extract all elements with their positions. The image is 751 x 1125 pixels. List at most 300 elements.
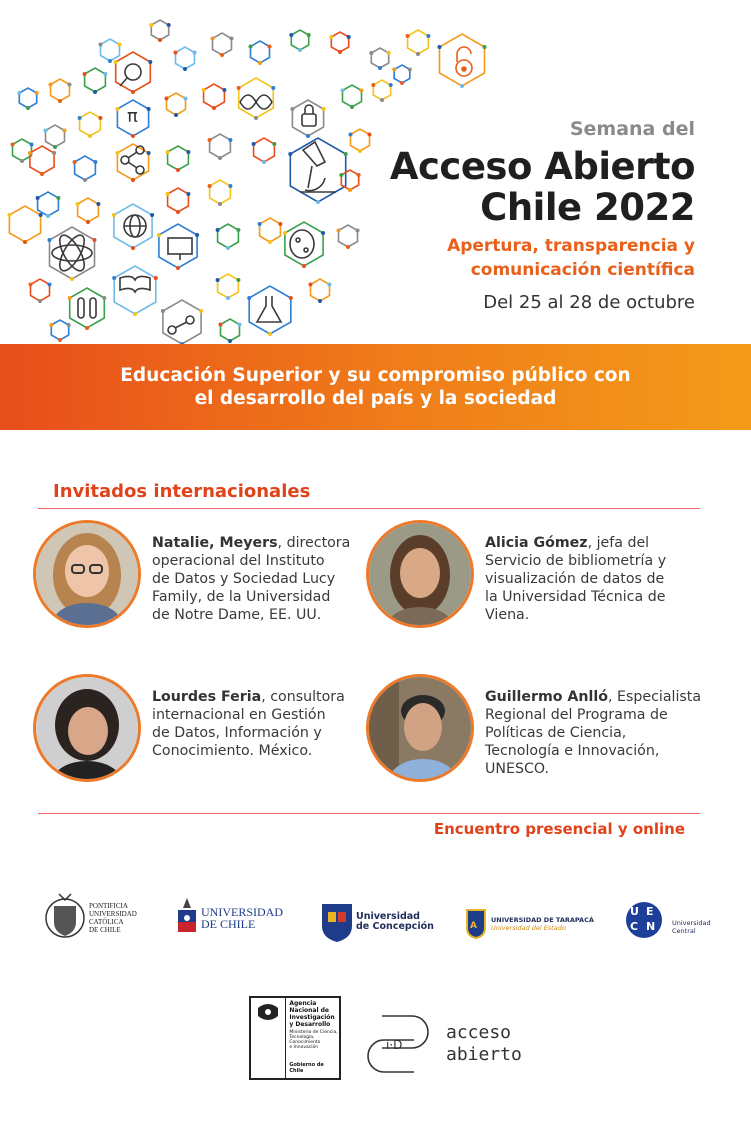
hexagon-dot	[252, 142, 256, 146]
hexagon-dot	[154, 276, 158, 280]
hexagon-dot	[226, 296, 230, 300]
hexagon-dot	[161, 309, 165, 313]
avatar	[366, 674, 474, 782]
hexagon-dot	[348, 188, 352, 192]
theme-banner	[0, 344, 751, 430]
guest-bio-line: visualización de datos de	[485, 571, 665, 587]
guest-role: , jefa del	[587, 535, 650, 551]
hexagon-shape	[351, 129, 370, 151]
anid-text-line: e Innovación	[289, 1045, 319, 1050]
hexagon-dot	[236, 228, 240, 232]
guest-bio-line: de Datos y Sociedad Lucy	[152, 571, 336, 587]
hexagon-shape	[70, 288, 105, 328]
hexagon-dot	[406, 34, 410, 38]
hexagon-dot	[147, 107, 151, 111]
hexagon-dot	[278, 222, 282, 226]
hexagon-dot	[339, 173, 343, 177]
hexagon-dot	[271, 86, 275, 90]
hexagon-dot	[133, 312, 137, 316]
book-icon	[120, 276, 150, 292]
hexagon-dot	[114, 60, 118, 64]
ucentral-letter: E	[646, 905, 654, 918]
logo-udec	[320, 902, 434, 942]
hexagon-dot	[193, 51, 197, 55]
logo-uta	[465, 908, 594, 940]
anid-text	[285, 998, 339, 1078]
logo-ucentral	[626, 902, 711, 938]
hexagon-dot	[483, 45, 487, 49]
hexagon-dot	[216, 228, 220, 232]
uta-name-line: UNIVERSIDAD DE TARAPACÁ	[491, 916, 594, 924]
hexagon-dot	[306, 134, 310, 138]
hexagon-shape	[163, 300, 201, 344]
hexagon-dot	[358, 149, 362, 153]
guest-bio-line: UNESCO.	[485, 761, 549, 777]
hexagon-dot	[165, 97, 169, 101]
hexagon-dot	[416, 52, 420, 56]
logo-puc	[44, 892, 137, 944]
udec-name	[356, 912, 434, 932]
hexagon-dot	[67, 323, 71, 327]
hexagon-dot	[218, 202, 222, 206]
hexagon-dot	[53, 145, 57, 149]
molecule-icon	[121, 146, 144, 174]
hexagon-dot	[157, 233, 161, 237]
hexagon-shape	[51, 320, 68, 340]
hexagon-dot	[28, 151, 32, 155]
hexagon-shape	[343, 85, 362, 107]
hexagon-dot	[186, 192, 190, 196]
flask-icon	[257, 296, 281, 322]
event-title-line1: Acceso Abierto	[389, 145, 695, 188]
hexagon-dot	[337, 229, 341, 233]
guest-name: Alicia Gómez	[485, 535, 588, 551]
logo-anid	[249, 996, 341, 1080]
hexagon-dot	[183, 67, 187, 71]
guest-card-anllo	[366, 674, 701, 782]
guest-bio-line: la Universidad Técnica de	[485, 589, 666, 605]
hexagon-dot	[52, 151, 56, 155]
hexagon-dot	[29, 283, 33, 287]
hexagon-dot	[380, 98, 384, 102]
uta-name	[491, 916, 594, 932]
hexagon-dot	[56, 196, 60, 200]
event-subtitle-line2: comunicación científica	[470, 260, 695, 280]
guest-role: , consultora	[261, 689, 345, 705]
guest-bio	[152, 688, 345, 782]
hexagon-dot	[30, 143, 34, 147]
hexagon-dot	[131, 90, 135, 94]
hexagon-shape	[50, 227, 95, 279]
bacteria-icon	[290, 230, 314, 258]
hexagon-dot	[298, 48, 302, 52]
padlock-icon	[456, 47, 472, 76]
hexagon-shape	[30, 146, 54, 174]
acceso-abierto-mark-text: i·D	[386, 1038, 403, 1052]
hexagon-dot	[88, 134, 92, 138]
hexagon-dot	[63, 129, 67, 133]
hexagon-dot	[369, 51, 373, 55]
logo-uchile	[176, 896, 283, 940]
hexagon-shape	[176, 47, 195, 69]
avatar	[33, 520, 141, 628]
hexagon-dot	[93, 238, 97, 242]
hexagon-dot	[49, 323, 53, 327]
puc-name-line: PONTIFICIA	[89, 902, 128, 910]
hexagon-shape	[80, 112, 101, 136]
hexagon-dot	[309, 283, 313, 287]
guest-name: Guillermo Anlló	[485, 689, 608, 705]
guest-bio	[485, 534, 666, 628]
hexagon-dot	[131, 246, 135, 250]
ucentral-name-line: Universidad	[672, 919, 711, 927]
hexagon-dot	[39, 213, 43, 217]
hexagon-dot	[438, 45, 442, 49]
anid-text-line: y Desarrollo	[289, 1021, 331, 1028]
hexagon-dot	[68, 296, 72, 300]
hexagon-shape	[31, 279, 50, 301]
guest-bio-line: internacional en Gestión	[152, 707, 326, 723]
hexagon-dot	[70, 277, 74, 281]
divider	[38, 813, 700, 814]
hexagon-dot	[329, 35, 333, 39]
hexagon-dot	[254, 116, 258, 120]
hexagon-shape	[341, 170, 358, 190]
network-icon	[168, 316, 194, 334]
hexagon-dot	[268, 45, 272, 49]
hexagon-dot	[216, 278, 220, 282]
hexagon-dot	[112, 276, 116, 280]
hexagon-dot	[35, 91, 39, 95]
hexagon-dot	[76, 202, 80, 206]
guest-name: Natalie, Meyers	[152, 535, 278, 551]
hexagon-dot	[341, 89, 345, 93]
uta-shield-icon	[465, 908, 487, 940]
anid-text-line: Gobierno de Chile	[289, 1062, 324, 1074]
hexagon-dot	[83, 178, 87, 182]
svg-text:A: A	[470, 921, 477, 931]
hexagon-dot	[460, 84, 464, 88]
hexagon-shape	[218, 224, 239, 248]
guest-bio-line: Viena.	[485, 607, 530, 623]
hexagon-shape	[168, 188, 189, 212]
uchile-name-line: UNIVERSIDAD	[201, 905, 283, 919]
hexagon-dot	[85, 326, 89, 330]
hexagon-dot	[202, 88, 206, 92]
microscope-icon	[300, 142, 336, 192]
hexagon-dot	[249, 45, 253, 49]
hexagon-dot	[268, 240, 272, 244]
hexagon-dot	[212, 106, 216, 110]
guest-card-feria	[33, 674, 345, 782]
hexagon-dot	[147, 151, 151, 155]
avatar	[366, 520, 474, 628]
hexagon-dot	[389, 83, 393, 87]
hexagon-shape	[371, 48, 388, 68]
guest-bio-line: Políticas de Ciencia,	[485, 725, 627, 741]
hexagon-dot	[96, 202, 100, 206]
hexagon-dot	[322, 107, 326, 111]
hexagon-dot	[262, 160, 266, 164]
hexagon-dot	[93, 90, 97, 94]
hexagon-shape	[210, 180, 231, 204]
guest-bio	[152, 534, 350, 628]
hexagon-dot	[199, 309, 203, 313]
hexagon-shape	[9, 206, 40, 242]
hexagon-shape	[213, 33, 232, 55]
hexagon-dot	[166, 192, 170, 196]
event-title	[390, 146, 695, 228]
ucentral-name	[672, 919, 711, 935]
guest-bio	[485, 688, 701, 782]
hexagon-dot	[78, 116, 82, 120]
hexagon-shape	[75, 156, 96, 180]
ucentral-emblem-icon	[626, 902, 662, 938]
hexagon-shape	[408, 30, 429, 54]
hexagon-dot	[174, 113, 178, 117]
hexagon-dot	[115, 151, 119, 155]
hexagon-shape	[218, 274, 239, 298]
guest-bio-line: de Notre Dame, EE. UU.	[152, 607, 322, 623]
hexagon-dot	[46, 214, 50, 218]
hexagon-dot	[148, 60, 152, 64]
hexagon-dot	[346, 245, 350, 249]
hexagon-dot	[220, 53, 224, 57]
hexagon-dot	[102, 296, 106, 300]
uchile-name-line: DE CHILE	[201, 917, 256, 931]
hexagon-dot	[258, 61, 262, 65]
hexagon-dot	[26, 106, 30, 110]
hexagon-shape	[249, 286, 291, 334]
hexagon-dot	[378, 66, 382, 70]
divider	[38, 508, 700, 509]
guests-heading: Invitados internacionales	[53, 481, 311, 502]
hexagon-dot	[289, 296, 293, 300]
event-prefix: Semana del	[569, 118, 695, 140]
chile-crest-icon	[251, 998, 285, 1078]
hexagon-dot	[238, 323, 242, 327]
hexagon-dot	[48, 238, 52, 242]
hexagon-dot	[48, 283, 52, 287]
avatar	[33, 674, 141, 782]
hexagon-dot	[208, 184, 212, 188]
guest-bio-line: Family, de la Universidad	[152, 589, 331, 605]
hexagon-shape	[168, 146, 189, 170]
hexagon-dot	[58, 99, 62, 103]
hexagon-dot	[176, 210, 180, 214]
dna-icon	[240, 95, 272, 109]
hexagon-dot	[103, 72, 107, 76]
screen-icon	[168, 238, 192, 260]
hexagon-dot	[360, 89, 364, 93]
hexagon-dot	[236, 278, 240, 282]
hexagon-dot	[58, 338, 62, 342]
hexagon-dot	[186, 150, 190, 154]
hexagon-dot	[20, 159, 24, 163]
guest-bio-line: Conocimiento. México.	[152, 743, 313, 759]
hexagon-dot	[219, 323, 223, 327]
hexagon-shape	[101, 39, 120, 61]
hexagon-dot	[158, 38, 162, 42]
hexagon-dot	[357, 173, 361, 177]
event-dates: Del 25 al 28 de octubre	[483, 292, 695, 313]
hexagon-dot	[184, 97, 188, 101]
ucentral-name-line: Central	[672, 927, 696, 935]
guest-bio-line: Tecnología e Innovación,	[485, 743, 660, 759]
udec-name-line: de Concepción	[356, 921, 434, 932]
theme-banner-line1: Educación Superior y su compromiso público con	[120, 365, 631, 386]
hexagon-dot	[118, 43, 122, 47]
hexagon-dot	[98, 116, 102, 120]
hexagon-dot	[228, 184, 232, 188]
puc-name-line: UNIVERSIDAD	[89, 910, 137, 918]
hexagon-dot	[166, 150, 170, 154]
hexagon-dot	[7, 213, 11, 217]
ucentral-letter: C	[630, 920, 639, 933]
hexagon-dot	[44, 129, 48, 133]
anid-text-line: Tecnología, Conocimiento	[289, 1035, 321, 1045]
hexagon-dot	[195, 233, 199, 237]
logo-acceso-abierto	[362, 1008, 522, 1080]
padlock-small-icon	[302, 105, 316, 126]
uta-name-line: Universidad del Estado	[491, 924, 566, 932]
hexagon-dot	[321, 231, 325, 235]
hexagon-dot	[73, 160, 77, 164]
uchile-name	[201, 906, 283, 930]
hexagon-shape	[38, 192, 59, 216]
hexagon-shape	[260, 218, 281, 242]
guest-bio-line: Regional del Programa de	[485, 707, 668, 723]
hexagon-shape	[291, 30, 308, 50]
acceso-abierto-name	[446, 1022, 522, 1066]
guest-bio-line: operacional del Instituto	[152, 553, 325, 569]
hexagon-dot	[208, 138, 212, 142]
hexagon-dot	[99, 43, 103, 47]
hexagon-shape	[373, 80, 390, 100]
hexagon-dot	[307, 33, 311, 37]
event-subtitle-line1: Apertura, transparencia y	[447, 236, 695, 256]
event-title-line2: Chile 2022	[480, 186, 695, 229]
globe-icon	[124, 215, 146, 237]
acceso-abierto-name-line: abierto	[446, 1044, 522, 1065]
hexagon-dot	[318, 299, 322, 303]
puc-name-line: DE CHILE	[89, 926, 121, 934]
hexagon-dot	[247, 296, 251, 300]
hexagon-dot	[347, 35, 351, 39]
hexagon-dot	[272, 142, 276, 146]
guest-card-meyers	[33, 520, 350, 628]
magnifier-icon	[120, 64, 141, 86]
hexagon-dot	[356, 229, 360, 233]
hexagon-dot	[228, 138, 232, 142]
hexagon-dot	[288, 152, 292, 156]
hexagon-dot	[392, 68, 396, 72]
hexagon-shape	[13, 139, 32, 161]
hexagon-dot	[268, 332, 272, 336]
guest-role: , directora	[277, 535, 351, 551]
hexagon-shape	[204, 84, 225, 108]
hexagon-dot	[400, 81, 404, 85]
hexagon-dot	[115, 107, 119, 111]
atom-icon	[52, 232, 92, 275]
hexagon-dot	[328, 283, 332, 287]
hexagon-dot	[11, 143, 15, 147]
ucentral-letter: N	[646, 920, 656, 933]
hexagon-shape	[251, 41, 270, 63]
acceso-abierto-mark-icon	[362, 1008, 436, 1080]
hexagon-dot	[131, 134, 135, 138]
hexagon-dot	[302, 264, 306, 268]
event-subtitle	[447, 234, 695, 282]
hexagon-dot	[36, 196, 40, 200]
hexagon-shape	[339, 225, 358, 247]
hexagon-dot	[426, 34, 430, 38]
hexagon-dot	[131, 178, 135, 182]
udec-shield-icon	[320, 902, 354, 942]
hexagon-shape	[239, 78, 274, 118]
hexagon-dot	[174, 51, 178, 55]
hexagon-dot	[83, 72, 87, 76]
puc-name	[89, 902, 137, 934]
hexagon-shape	[46, 125, 65, 147]
hexagon-dot	[17, 91, 21, 95]
puc-name-line: CATÓLICA	[89, 918, 124, 926]
hexagon-dot	[86, 220, 90, 224]
hexagon-dot	[290, 107, 294, 111]
anid-text-line: Nacional de	[289, 1007, 329, 1014]
hexagon-dot	[316, 200, 320, 204]
hexagon-shape	[394, 65, 410, 83]
hexagon-dot	[230, 37, 234, 41]
hexagon-shape	[221, 319, 240, 341]
hexagon-dot	[387, 51, 391, 55]
hexagon-dot	[68, 83, 72, 87]
test-tubes-icon	[78, 298, 96, 318]
hexagon-dot	[408, 68, 412, 72]
hexagon-shape	[167, 93, 186, 115]
anid-text-line: Agencia	[289, 1000, 317, 1007]
guest-card-gomez	[366, 520, 666, 628]
pi-icon: π	[127, 106, 138, 127]
hexagon-dot	[150, 213, 154, 217]
hexagon-dot	[108, 59, 112, 63]
hexagon-dot	[226, 246, 230, 250]
guest-bio-line: Servicio de bibliometría y	[485, 553, 667, 569]
hexagon-shape	[51, 79, 70, 101]
acceso-abierto-name-line: acceso	[446, 1022, 512, 1043]
hexagon-dot	[49, 83, 53, 87]
anid-text-line: Ministerio de Ciencia,	[289, 1030, 338, 1035]
hexagon-dot	[338, 50, 342, 54]
hexagon-dot	[349, 133, 353, 137]
hexagon-dot	[167, 23, 171, 27]
anid-text-line: Investigación	[289, 1014, 335, 1021]
guest-name: Lourdes Feria	[152, 689, 262, 705]
hexagon-shape	[254, 138, 275, 162]
hexagon-shape	[331, 32, 348, 52]
hexagon-dot	[228, 339, 232, 343]
hexagon-dot	[149, 23, 153, 27]
hexagon-shape	[85, 68, 106, 92]
hexagon-dot	[283, 231, 287, 235]
hexagon-dot	[40, 172, 44, 176]
format-note: Encuentro presencial y online	[433, 820, 685, 838]
hexagon-dot	[371, 83, 375, 87]
hexagon-dot	[38, 299, 42, 303]
hexagon-dot	[93, 160, 97, 164]
hexagon-shape	[19, 88, 36, 108]
guest-bio-line: de Datos, Información y	[152, 725, 322, 741]
